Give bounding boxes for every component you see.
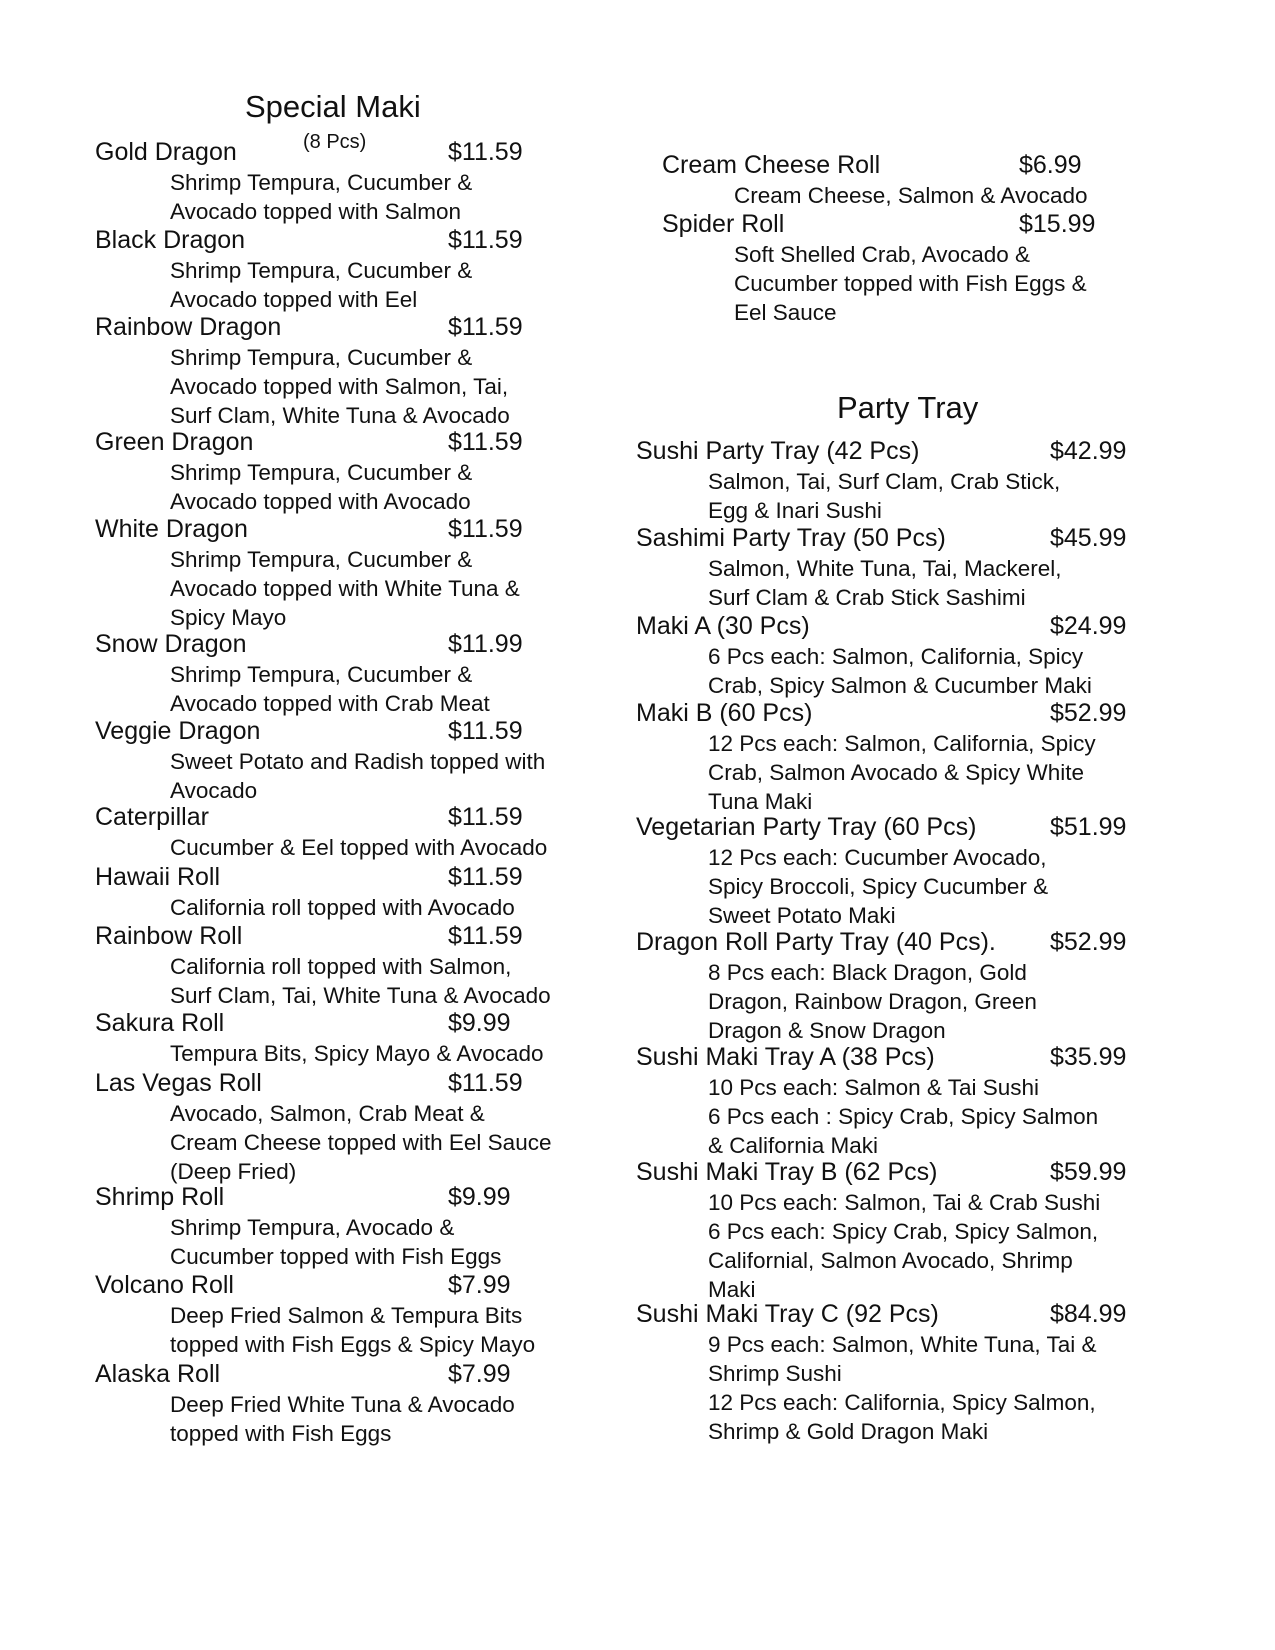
menu-item-name: Alaska Roll [95, 1360, 221, 1388]
description-line: Dragon, Rainbow Dragon, Green [708, 989, 1037, 1014]
description-line: Cucumber & Eel topped with Avocado [170, 835, 548, 860]
menu-item-price: $11.99 [448, 630, 523, 658]
description-line: 6 Pcs each: Spicy Crab, Spicy Salmon, [708, 1219, 1099, 1244]
description-line: Eel Sauce [734, 300, 837, 325]
description-line: 12 Pcs each: California, Spicy Salmon, [708, 1390, 1096, 1415]
description-line: Salmon, White Tuna, Tai, Mackerel, [708, 556, 1062, 581]
menu-item-description [708, 843, 1048, 930]
menu-item-description [708, 1188, 1100, 1304]
menu-item-description [170, 952, 551, 1010]
description-line: Avocado, Salmon, Crab Meat & [170, 1101, 485, 1126]
menu-item-price: $7.99 [448, 1360, 511, 1388]
description-line: Avocado topped with Salmon [170, 199, 462, 224]
menu-item-name: Maki A (30 Pcs) [636, 612, 810, 640]
description-line: & California Maki [708, 1133, 879, 1158]
menu-item-price: $42.99 [1050, 437, 1127, 465]
menu-item-price: $84.99 [1050, 1300, 1127, 1328]
description-line: Avocado topped with White Tuna & [170, 576, 520, 601]
menu-item-description [170, 660, 490, 718]
description-line: topped with Fish Eggs & Spicy Mayo [170, 1332, 536, 1357]
menu-item-price: $52.99 [1050, 699, 1127, 727]
menu-item-price: $9.99 [448, 1183, 511, 1211]
description-line: Maki [708, 1277, 756, 1302]
menu-item-name: White Dragon [95, 515, 248, 543]
menu-item-description [170, 1213, 501, 1271]
description-line: 12 Pcs each: Cucumber Avocado, [708, 845, 1047, 870]
menu-item-price: $11.59 [448, 515, 523, 543]
description-line: Surf Clam, Tai, White Tuna & Avocado [170, 983, 551, 1008]
menu-item-description [708, 958, 1037, 1045]
description-line: Soft Shelled Crab, Avocado & [734, 242, 1031, 267]
description-line: Deep Fried White Tuna & Avocado [170, 1392, 515, 1417]
menu-item-price: $11.59 [448, 922, 523, 950]
description-line: 10 Pcs each: Salmon, Tai & Crab Sushi [708, 1190, 1101, 1215]
description-line: Californial, Salmon Avocado, Shrimp [708, 1248, 1073, 1273]
description-line: Shrimp Tempura, Cucumber & [170, 547, 473, 572]
menu-item-description [170, 458, 472, 516]
menu-item-name: Sashimi Party Tray (50 Pcs) [636, 524, 946, 552]
menu-item-name: Gold Dragon [95, 138, 237, 166]
description-line: Tempura Bits, Spicy Mayo & Avocado [170, 1041, 544, 1066]
description-line: Crab, Spicy Salmon & Cucumber Maki [708, 673, 1092, 698]
menu-item-price: $52.99 [1050, 928, 1127, 956]
menu-item-price: $11.59 [448, 313, 523, 341]
description-line: Shrimp Tempura, Avocado & [170, 1215, 455, 1240]
menu-item-price: $7.99 [448, 1271, 511, 1299]
menu-item-description [170, 747, 545, 805]
menu-item-description [170, 343, 510, 430]
menu-item-description [708, 1330, 1097, 1446]
description-line: Avocado topped with Eel [170, 287, 418, 312]
description-line: Sweet Potato Maki [708, 903, 896, 928]
description-line: 12 Pcs each: Salmon, California, Spicy [708, 731, 1096, 756]
description-line: topped with Fish Eggs [170, 1421, 392, 1446]
menu-item-price: $11.59 [448, 863, 523, 891]
menu-item-description [170, 1390, 515, 1448]
menu-item-name: Hawaii Roll [95, 863, 221, 891]
description-line: Spicy Broccoli, Spicy Cucumber & [708, 874, 1049, 899]
description-line: 8 Pcs each: Black Dragon, Gold [708, 960, 1027, 985]
description-line: Cream Cheese, Salmon & Avocado [734, 183, 1088, 208]
menu-item-name: Veggie Dragon [95, 717, 261, 745]
menu-item-description [708, 642, 1092, 700]
menu-item-description [170, 545, 520, 632]
menu-item-price: $11.59 [448, 803, 523, 831]
menu-item-price: $11.59 [448, 226, 523, 254]
description-line: Shrimp Tempura, Cucumber & [170, 662, 473, 687]
menu-item-price: $6.99 [1019, 151, 1082, 179]
menu-item-name: Sushi Maki Tray B (62 Pcs) [636, 1158, 938, 1186]
menu-item-name: Sushi Party Tray (42 Pcs) [636, 437, 920, 465]
description-line: (Deep Fried) [170, 1159, 297, 1184]
menu-item-price: $24.99 [1050, 612, 1127, 640]
description-line: Deep Fried Salmon & Tempura Bits [170, 1303, 523, 1328]
menu-item-description [170, 1039, 544, 1068]
menu-item-name: Sushi Maki Tray A (38 Pcs) [636, 1043, 935, 1071]
description-line: Shrimp Tempura, Cucumber & [170, 460, 473, 485]
description-line: Avocado topped with Avocado [170, 489, 471, 514]
party-tray-title: Party Tray [837, 390, 979, 425]
menu-item-price: $11.59 [448, 428, 523, 456]
menu-item-price: $51.99 [1050, 813, 1127, 841]
menu-item-name: Las Vegas Roll [95, 1069, 262, 1097]
menu-item-name: Rainbow Roll [95, 922, 243, 950]
description-line: Avocado [170, 778, 258, 803]
menu-item-price: $35.99 [1050, 1043, 1127, 1071]
description-line: Cucumber topped with Fish Eggs [170, 1244, 502, 1269]
menu-item-name: Black Dragon [95, 226, 246, 254]
menu-item-name: Dragon Roll Party Tray (40 Pcs). [636, 928, 996, 956]
menu-item-description [170, 1099, 551, 1186]
menu-item-description [708, 729, 1096, 816]
description-line: Avocado topped with Salmon, Tai, [170, 374, 509, 399]
menu-item-description [708, 554, 1062, 612]
description-line: Shrimp & Gold Dragon Maki [708, 1419, 989, 1444]
menu-item-price: $9.99 [448, 1009, 511, 1037]
description-line: Cucumber topped with Fish Eggs & [734, 271, 1087, 296]
menu-item-description [170, 256, 472, 314]
description-line: Salmon, Tai, Surf Clam, Crab Stick, [708, 469, 1061, 494]
description-line: Cream Cheese topped with Eel Sauce [170, 1130, 552, 1155]
description-line: California roll topped with Salmon, [170, 954, 512, 979]
description-line: Tuna Maki [708, 789, 813, 814]
menu-item-price: $45.99 [1050, 524, 1127, 552]
special-maki-pieces-note: (8 Pcs) [303, 131, 367, 153]
menu-item-name: Shrimp Roll [95, 1183, 225, 1211]
menu-item-price: $11.59 [448, 717, 523, 745]
menu-item-name: Green Dragon [95, 428, 254, 456]
description-line: Shrimp Tempura, Cucumber & [170, 258, 473, 283]
description-line: Crab, Salmon Avocado & Spicy White [708, 760, 1085, 785]
menu-item-name: Cream Cheese Roll [662, 151, 881, 179]
description-line: Shrimp Tempura, Cucumber & [170, 170, 473, 195]
menu-item-price: $11.59 [448, 138, 523, 166]
description-line: Egg & Inari Sushi [708, 498, 882, 523]
description-line: 6 Pcs each: Salmon, California, Spicy [708, 644, 1084, 669]
menu-item-description [170, 833, 547, 862]
menu-item-description [170, 893, 515, 922]
menu-item-description [708, 467, 1060, 525]
description-line: Spicy Mayo [170, 605, 287, 630]
description-line: Dragon & Snow Dragon [708, 1018, 946, 1043]
special-maki-title: Special Maki [245, 89, 421, 124]
description-line: California roll topped with Avocado [170, 895, 515, 920]
menu-item-name: Sakura Roll [95, 1009, 225, 1037]
menu-item-description [734, 240, 1087, 327]
menu-item-name: Rainbow Dragon [95, 313, 282, 341]
description-line: Shrimp Tempura, Cucumber & [170, 345, 473, 370]
menu-item-name: Spider Roll [662, 210, 785, 238]
menu-item-name: Maki B (60 Pcs) [636, 699, 813, 727]
menu-item-name: Snow Dragon [95, 630, 247, 658]
description-line: 6 Pcs each : Spicy Crab, Spicy Salmon [708, 1104, 1099, 1129]
description-line: Shrimp Sushi [708, 1361, 842, 1386]
menu-item-price: $15.99 [1019, 210, 1096, 238]
menu-item-name: Vegetarian Party Tray (60 Pcs) [636, 813, 977, 841]
description-line: 10 Pcs each: Salmon & Tai Sushi [708, 1075, 1040, 1100]
menu-item-description [170, 1301, 535, 1359]
description-line: Surf Clam, White Tuna & Avocado [170, 403, 510, 428]
description-line: Sweet Potato and Radish topped with [170, 749, 546, 774]
description-line: 9 Pcs each: Salmon, White Tuna, Tai & [708, 1332, 1097, 1357]
menu-item-description [170, 168, 472, 226]
menu-item-price: $11.59 [448, 1069, 523, 1097]
menu-item-price: $59.99 [1050, 1158, 1127, 1186]
menu-item-name: Volcano Roll [95, 1271, 234, 1299]
menu-item-name: Sushi Maki Tray C (92 Pcs) [636, 1300, 939, 1328]
menu-item-description [708, 1073, 1098, 1160]
menu-item-description [734, 181, 1088, 210]
menu-item-name: Caterpillar [95, 803, 209, 831]
description-line: Avocado topped with Crab Meat [170, 691, 490, 716]
description-line: Surf Clam & Crab Stick Sashimi [708, 585, 1026, 610]
